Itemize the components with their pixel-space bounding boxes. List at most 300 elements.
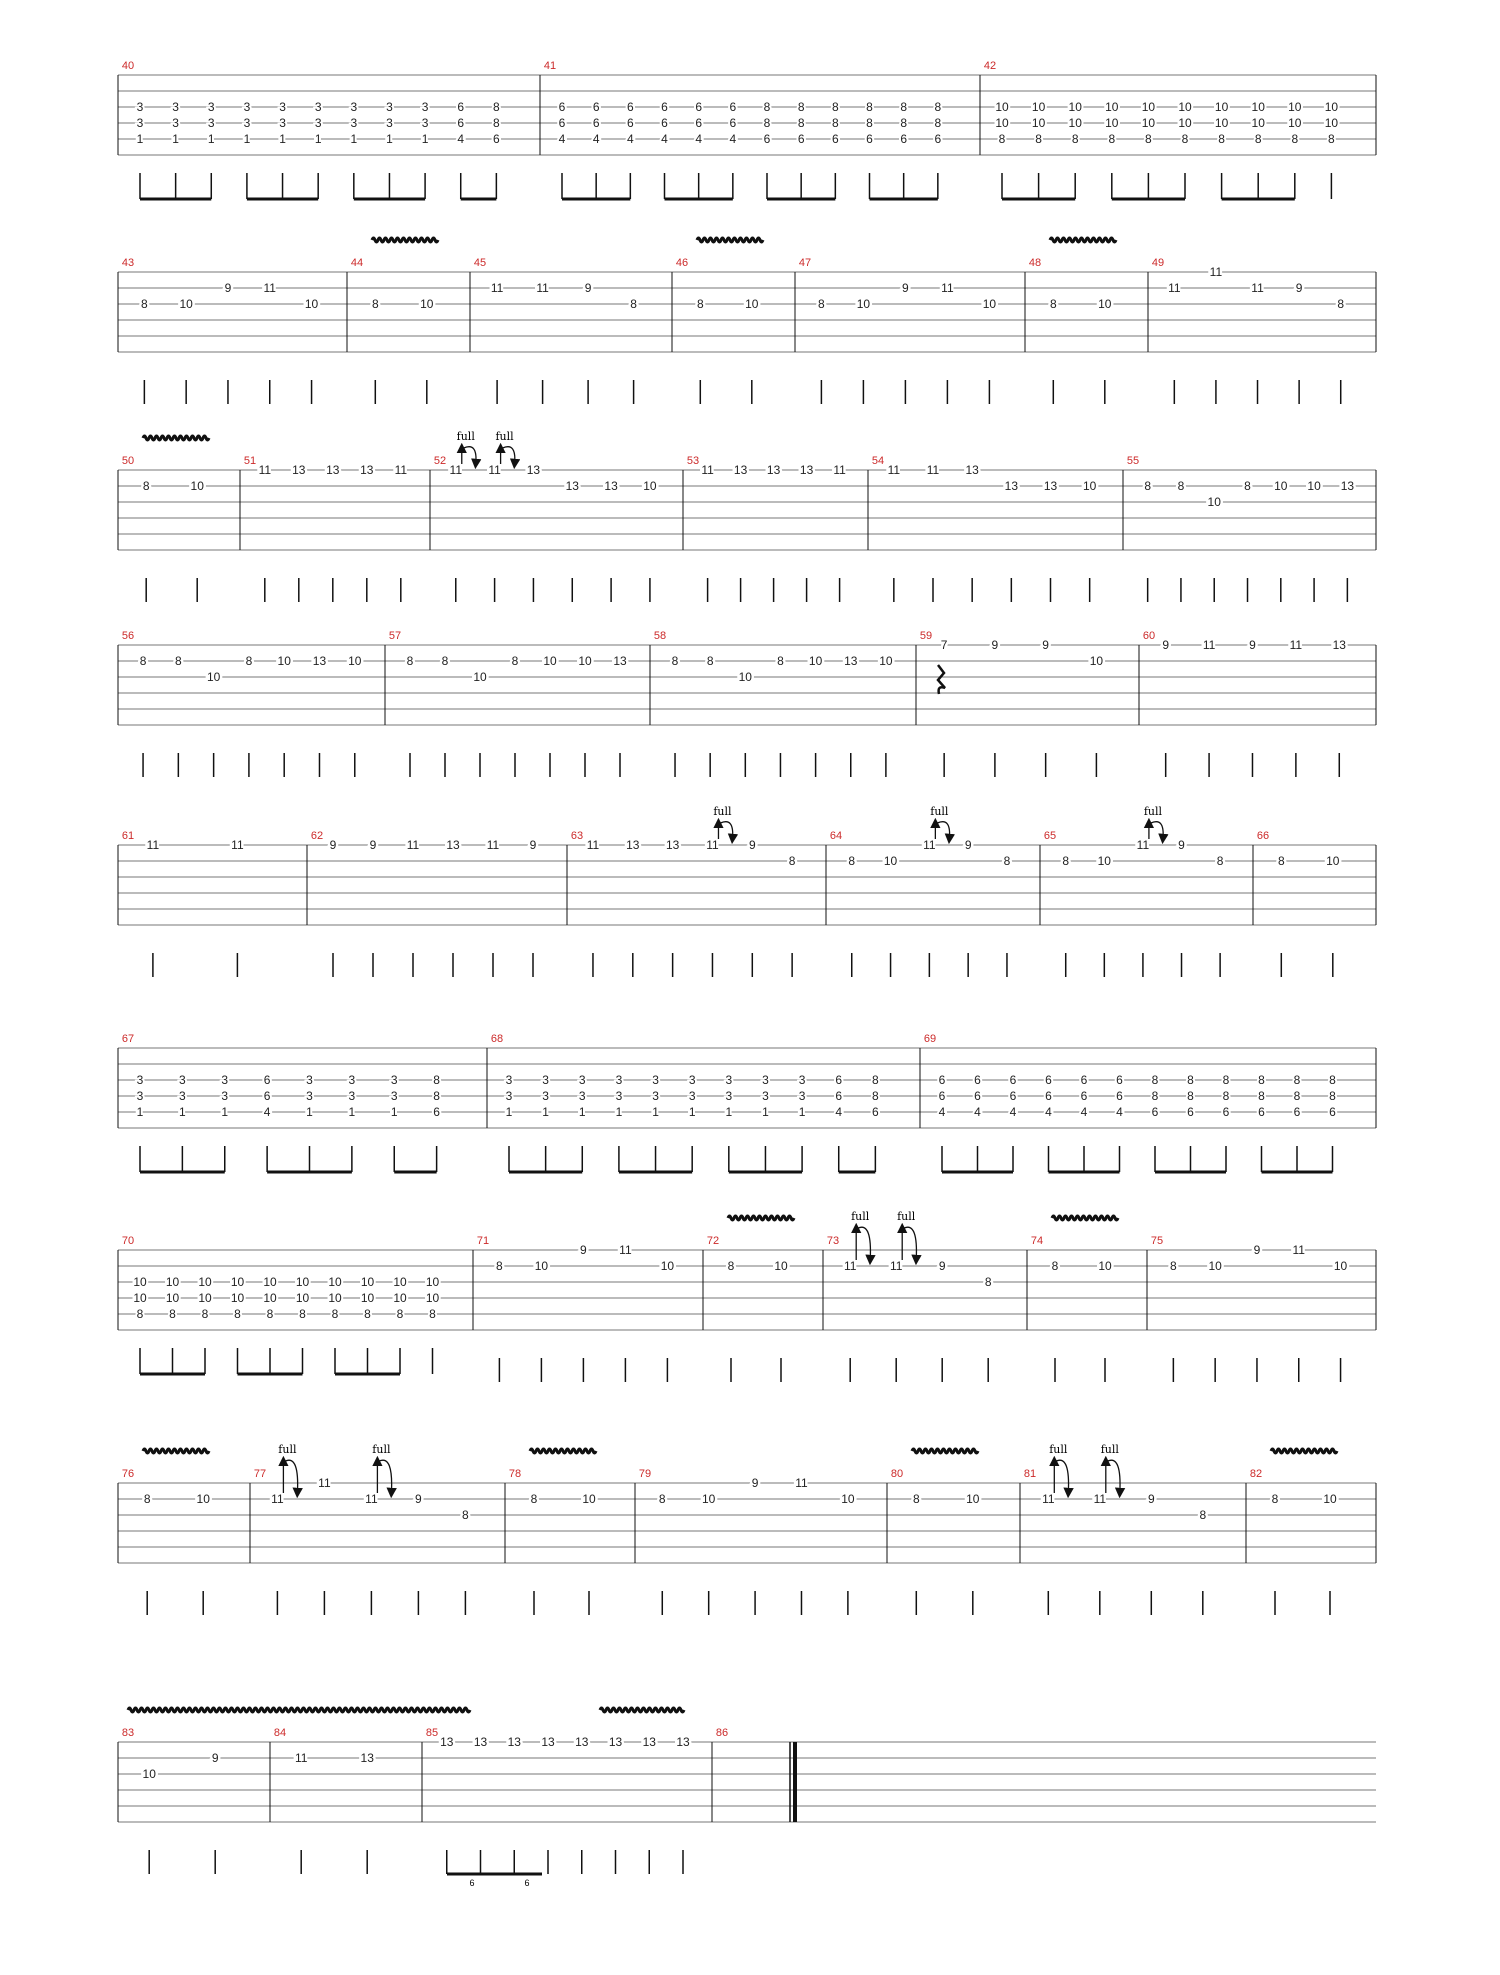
fret-number: 11 [490, 281, 504, 295]
fret-number: 11 [843, 1259, 857, 1273]
chord-fret-number: 8 [1291, 132, 1299, 146]
chord-fret-number: 6 [433, 1105, 440, 1119]
chord-fret-number: 6 [866, 132, 873, 146]
fret-number: 9 [751, 1476, 759, 1490]
chord-fret-number: 10 [328, 1275, 342, 1289]
chord-fret-number: 6 [1116, 1089, 1123, 1103]
chord-fret-number: 8 [831, 100, 839, 114]
measure-number: 74 [1030, 1235, 1044, 1247]
tab-system-9 [118, 1727, 1376, 1888]
fret-number: 9 [1162, 638, 1170, 652]
measure-number: 61 [121, 830, 135, 842]
fret-number: 11 [271, 1492, 284, 1506]
tab-system-4 [118, 630, 1376, 777]
vibrato-icon [912, 1449, 978, 1453]
fret-number: 10 [966, 1492, 980, 1506]
chord-fret-number: 4 [974, 1105, 981, 1119]
chord-fret-number: 3 [615, 1073, 623, 1087]
chord-fret-number: 6 [729, 100, 737, 114]
fret-number: 8 [671, 654, 679, 668]
measure-number: 47 [798, 257, 812, 269]
fret-number: 9 [964, 838, 972, 852]
fret-number: 9 [902, 281, 909, 295]
chord-fret-number: 8 [433, 1073, 440, 1087]
chord-fret-number: 3 [505, 1073, 513, 1087]
bend-label: full [1143, 805, 1163, 818]
measure-number: 63 [570, 830, 584, 842]
fret-number: 13 [604, 479, 618, 493]
chord-fret-number: 1 [421, 132, 429, 146]
chord-fret-number: 8 [266, 1307, 274, 1321]
fret-number: 9 [224, 281, 232, 295]
chord-fret-number: 10 [1178, 116, 1192, 130]
chord-fret-number: 3 [136, 1073, 144, 1087]
chord-fret-number: 3 [350, 116, 358, 130]
chord-fret-number: 10 [995, 100, 1009, 114]
chord-fret-number: 4 [729, 132, 737, 146]
fret-number: 11 [1042, 1492, 1055, 1506]
bend-label: full [930, 805, 949, 818]
measure-number: 71 [476, 1235, 490, 1247]
tab-system-5 [118, 830, 1376, 977]
fret-number: 10 [420, 297, 434, 311]
measure-63 [571, 830, 796, 977]
measure-56 [122, 630, 362, 777]
chord-fret-number: 6 [1116, 1073, 1123, 1087]
chord-fret-number: 6 [1222, 1105, 1230, 1119]
fret-number: 8 [630, 297, 637, 311]
chord-fret-number: 6 [263, 1073, 271, 1087]
measure-number: 49 [1151, 257, 1165, 269]
chord-fret-number: 8 [763, 116, 771, 130]
fret-number: 13 [1004, 479, 1019, 493]
fret-number: 9 [580, 1243, 587, 1257]
measure-45 [474, 257, 637, 404]
chord-fret-number: 3 [505, 1089, 513, 1103]
chord-fret-number: 1 [688, 1105, 696, 1119]
measure-number: 48 [1028, 257, 1042, 269]
chord-fret-number: 8 [1258, 1073, 1265, 1087]
fret-number: 13 [608, 1735, 623, 1749]
chord-fret-number: 8 [1218, 132, 1225, 146]
chord-fret-number: 3 [386, 100, 393, 114]
fret-number: 8 [441, 654, 449, 668]
fret-number: 9 [529, 838, 537, 852]
quarter-rest-icon [938, 665, 945, 694]
fret-number: 10 [1098, 1259, 1112, 1273]
chord-fret-number: 6 [558, 116, 566, 130]
chord-fret-number: 8 [998, 132, 1006, 146]
fret-number: 13 [799, 463, 814, 477]
chord-fret-number: 10 [1141, 116, 1156, 130]
measure-number: 51 [243, 455, 257, 467]
chord-fret-number: 8 [1328, 132, 1335, 146]
measure-number: 52 [433, 455, 447, 467]
chord-fret-number: 6 [872, 1105, 879, 1119]
measure-46 [676, 257, 759, 404]
chord-fret-number: 3 [542, 1089, 549, 1103]
fret-number: 11 [795, 1476, 808, 1490]
chord-fret-number: 10 [1288, 100, 1302, 114]
measure-number: 76 [121, 1468, 135, 1480]
chord-fret-number: 4 [592, 132, 600, 146]
vibrato-icon [530, 1449, 596, 1453]
bend-label: full [372, 1443, 391, 1456]
fret-number: 11 [923, 838, 936, 852]
fret-number: 11 [258, 463, 272, 477]
bend-arrow-icon [1144, 805, 1163, 839]
chord-fret-number: 6 [661, 100, 668, 114]
vibrato-icon [143, 1449, 209, 1453]
fret-number: 8 [1177, 479, 1185, 493]
tab-system-1 [118, 60, 1376, 199]
chord-fret-number: 3 [652, 1089, 659, 1103]
chord-fret-number: 8 [493, 100, 500, 114]
fret-number: 10 [1323, 1492, 1337, 1506]
fret-number: 10 [1098, 297, 1112, 311]
fret-number: 13 [844, 654, 858, 668]
tab-system-2 [118, 257, 1376, 404]
fret-number: 10 [348, 654, 362, 668]
chord-fret-number: 3 [390, 1089, 398, 1103]
chord-fret-number: 6 [1293, 1105, 1301, 1119]
measure-73 [827, 1235, 992, 1382]
tuplet-number: 6 [469, 1878, 475, 1888]
chord-fret-number: 3 [136, 100, 144, 114]
measure-81 [1024, 1468, 1207, 1615]
bend-arrow-icon [1101, 1443, 1120, 1493]
chord-fret-number: 10 [1288, 116, 1302, 130]
chord-fret-number: 4 [1080, 1105, 1088, 1119]
chord-fret-number: 8 [872, 1089, 879, 1103]
fret-number: 13 [676, 1735, 690, 1749]
fret-number: 11 [449, 463, 463, 477]
measure-number: 46 [675, 257, 689, 269]
measure-number: 82 [1249, 1468, 1263, 1480]
fret-number: 8 [727, 1259, 735, 1273]
chord-fret-number: 1 [136, 1105, 144, 1119]
measure-69 [924, 1033, 1336, 1172]
chord-fret-number: 8 [1329, 1089, 1336, 1103]
chord-fret-number: 8 [169, 1307, 176, 1321]
measure-number: 72 [706, 1235, 720, 1247]
chord-fret-number: 3 [243, 100, 251, 114]
chord-fret-number: 10 [165, 1275, 180, 1289]
chord-fret-number: 6 [1080, 1073, 1088, 1087]
chord-fret-number: 8 [797, 100, 805, 114]
measure-41 [544, 60, 942, 199]
chord-fret-number: 1 [279, 132, 286, 146]
fret-number: 11 [619, 1243, 632, 1257]
measure-42 [984, 60, 1339, 199]
chord-fret-number: 4 [1045, 1105, 1052, 1119]
chord-fret-number: 1 [390, 1105, 398, 1119]
measure-82 [1250, 1468, 1337, 1615]
chord-fret-number: 6 [835, 1089, 843, 1103]
fret-number: 13 [1332, 638, 1346, 652]
fret-number: 8 [1199, 1508, 1207, 1522]
chord-fret-number: 10 [1251, 116, 1265, 130]
fret-number: 10 [179, 297, 193, 311]
fret-number: 8 [174, 654, 182, 668]
measure-number: 57 [388, 630, 402, 642]
measure-number: 81 [1023, 1468, 1037, 1480]
fret-number: 10 [1082, 479, 1097, 493]
chord-fret-number: 8 [900, 100, 908, 114]
chord-fret-number: 10 [393, 1291, 407, 1305]
chord-fret-number: 1 [136, 132, 144, 146]
chord-fret-number: 1 [172, 132, 179, 146]
fret-number: 13 [526, 463, 541, 477]
fret-number: 13 [565, 479, 579, 493]
fret-number: 13 [665, 838, 680, 852]
bend-label: full [897, 1210, 916, 1223]
fret-number: 9 [1178, 838, 1185, 852]
fret-number: 10 [473, 670, 487, 684]
chord-fret-number: 3 [578, 1073, 586, 1087]
chord-fret-number: 1 [350, 132, 358, 146]
bend-label: full [713, 805, 732, 818]
chord-fret-number: 1 [652, 1105, 659, 1119]
fret-number: 13 [541, 1735, 555, 1749]
fret-number: 9 [584, 281, 592, 295]
fret-number: 7 [940, 638, 948, 652]
chord-fret-number: 3 [725, 1073, 733, 1087]
fret-number: 11 [365, 1492, 378, 1506]
fret-number: 11 [294, 1751, 308, 1765]
chord-fret-number: 6 [592, 116, 600, 130]
tab-system-3 [118, 455, 1376, 602]
measure-number: 58 [653, 630, 667, 642]
fret-number: 9 [1253, 1243, 1261, 1257]
fret-number: 10 [1089, 654, 1104, 668]
fret-number: 11 [318, 1476, 331, 1490]
chord-fret-number: 8 [872, 1073, 879, 1087]
fret-number: 11 [1292, 1243, 1305, 1257]
chord-fret-number: 6 [695, 116, 703, 130]
chord-fret-number: 8 [866, 100, 873, 114]
chord-fret-number: 6 [695, 100, 703, 114]
chord-fret-number: 3 [207, 116, 215, 130]
chord-fret-number: 6 [558, 100, 566, 114]
fret-number: 13 [575, 1735, 589, 1749]
fret-number: 11 [1168, 281, 1181, 295]
chord-fret-number: 8 [201, 1307, 209, 1321]
chord-fret-number: 10 [1251, 100, 1265, 114]
bend-arrow-icon [1049, 1443, 1068, 1493]
bend-label: full [851, 1210, 870, 1223]
measure-50 [122, 455, 204, 602]
fret-number: 11 [536, 281, 549, 295]
fret-number: 13 [613, 654, 627, 668]
measure-52 [434, 455, 657, 602]
chord-fret-number: 10 [425, 1275, 440, 1289]
chord-fret-number: 8 [364, 1307, 371, 1321]
measure-number: 60 [1142, 630, 1156, 642]
chord-fret-number: 6 [493, 132, 500, 146]
measure-80 [891, 1468, 980, 1615]
chord-fret-number: 1 [221, 1105, 229, 1119]
chord-fret-number: 3 [221, 1073, 229, 1087]
fret-number: 8 [1051, 1259, 1059, 1273]
bend-arrow-icon [851, 1210, 870, 1260]
fret-number: 10 [808, 654, 823, 668]
fret-number: 8 [818, 297, 825, 311]
chord-fret-number: 10 [295, 1275, 310, 1289]
chord-fret-number: 10 [263, 1275, 277, 1289]
fret-number: 10 [534, 1259, 549, 1273]
fret-number: 8 [706, 654, 714, 668]
chord-fret-number: 10 [995, 116, 1009, 130]
measure-number: 50 [121, 455, 135, 467]
vibrato-icon [1050, 238, 1116, 242]
bend-arrow-icon [897, 1210, 916, 1260]
chord-fret-number: 10 [1105, 100, 1119, 114]
chord-fret-number: 10 [360, 1291, 375, 1305]
fret-number: 8 [141, 297, 148, 311]
bend-label: full [1100, 1443, 1119, 1456]
chord-fret-number: 6 [1045, 1089, 1052, 1103]
chord-fret-number: 3 [179, 1073, 186, 1087]
tuplet-number: 6 [524, 1878, 530, 1888]
measure-number: 84 [273, 1727, 287, 1739]
final-barline-icon [790, 1742, 795, 1822]
measure-number: 69 [923, 1033, 937, 1045]
chord-fret-number: 8 [234, 1307, 241, 1321]
chord-fret-number: 3 [798, 1073, 806, 1087]
measure-number: 54 [871, 455, 885, 467]
chord-fret-number: 4 [695, 132, 703, 146]
fret-number: 10 [702, 1492, 716, 1506]
fret-number: 13 [292, 463, 306, 477]
fret-number: 8 [777, 654, 784, 668]
measure-60 [1143, 630, 1346, 777]
fret-number: 11 [146, 838, 160, 852]
measure-number: 43 [121, 257, 135, 269]
measure-number: 78 [508, 1468, 522, 1480]
fret-number: 13 [360, 1751, 374, 1765]
chord-fret-number: 1 [615, 1105, 623, 1119]
fret-number: 8 [788, 854, 796, 868]
fret-number: 10 [883, 854, 898, 868]
fret-number: 10 [1208, 1259, 1222, 1273]
fret-number: 8 [1062, 854, 1070, 868]
chord-fret-number: 10 [165, 1291, 180, 1305]
measure-44 [351, 257, 434, 404]
chord-fret-number: 6 [1187, 1105, 1194, 1119]
chord-fret-number: 3 [136, 116, 144, 130]
fret-number: 11 [1136, 838, 1150, 852]
chord-fret-number: 10 [1068, 116, 1082, 130]
chord-fret-number: 6 [938, 1089, 946, 1103]
chord-fret-number: 8 [1108, 132, 1116, 146]
fret-number: 10 [196, 1492, 210, 1506]
measure-number: 85 [425, 1727, 439, 1739]
fret-number: 11 [887, 463, 901, 477]
chord-fret-number: 3 [578, 1089, 586, 1103]
fret-number: 8 [1277, 854, 1285, 868]
chord-fret-number: 6 [661, 116, 668, 130]
fret-number: 11 [394, 463, 408, 477]
chord-fret-number: 3 [348, 1089, 356, 1103]
fret-number: 13 [626, 838, 640, 852]
chord-fret-number: 3 [136, 1089, 144, 1103]
measure-71 [477, 1235, 675, 1382]
fret-number: 10 [142, 1767, 156, 1781]
chord-fret-number: 1 [725, 1105, 733, 1119]
fret-number: 8 [406, 654, 414, 668]
fret-number: 13 [446, 838, 460, 852]
tab-system-6 [118, 1033, 1376, 1172]
fret-number: 10 [1207, 495, 1221, 509]
chord-fret-number: 3 [314, 100, 322, 114]
chord-fret-number: 8 [934, 116, 942, 130]
fret-number: 8 [1170, 1259, 1177, 1273]
fret-number: 10 [582, 1492, 596, 1506]
chord-fret-number: 1 [243, 132, 251, 146]
chord-fret-number: 8 [433, 1089, 440, 1103]
fret-number: 8 [984, 1275, 992, 1289]
measure-84 [274, 1727, 374, 1874]
chord-fret-number: 3 [279, 116, 286, 130]
measure-number: 42 [983, 60, 997, 72]
measure-67 [122, 1033, 440, 1172]
chord-fret-number: 8 [1187, 1089, 1194, 1103]
vibrato-icon [1052, 1216, 1118, 1220]
fret-number: 10 [206, 670, 221, 684]
measure-59 [920, 630, 1104, 777]
chord-fret-number: 6 [729, 116, 737, 130]
chord-fret-number: 8 [136, 1307, 144, 1321]
measure-number: 67 [121, 1033, 135, 1045]
chord-fret-number: 6 [900, 132, 908, 146]
chord-fret-number: 10 [425, 1291, 440, 1305]
measure-57 [389, 630, 627, 777]
chord-fret-number: 10 [1324, 100, 1339, 114]
measure-number: 65 [1043, 830, 1057, 842]
chord-fret-number: 3 [306, 1073, 313, 1087]
fret-number: 10 [543, 654, 557, 668]
chord-fret-number: 8 [1181, 132, 1189, 146]
measure-number: 41 [543, 60, 557, 72]
measure-54 [872, 455, 1097, 602]
bend-arrow-icon [930, 805, 949, 839]
chord-fret-number: 3 [725, 1089, 733, 1103]
chord-fret-number: 6 [938, 1073, 946, 1087]
chord-fret-number: 6 [763, 132, 771, 146]
fret-number: 13 [642, 1735, 656, 1749]
chord-fret-number: 8 [797, 116, 805, 130]
fret-number: 11 [406, 838, 420, 852]
chord-fret-number: 3 [172, 100, 179, 114]
bend-label: full [278, 1443, 297, 1456]
chord-fret-number: 10 [1068, 100, 1082, 114]
chord-fret-number: 6 [1258, 1105, 1265, 1119]
vibrato-icon [697, 238, 763, 242]
chord-fret-number: 10 [295, 1291, 310, 1305]
fret-number: 10 [277, 654, 291, 668]
fret-number: 8 [1049, 297, 1057, 311]
chord-fret-number: 10 [1324, 116, 1339, 130]
measure-number: 68 [490, 1033, 504, 1045]
measure-43 [122, 257, 319, 404]
measure-47 [799, 257, 997, 404]
chord-fret-number: 10 [198, 1275, 212, 1289]
fret-number: 11 [706, 838, 719, 852]
fret-number: 10 [841, 1492, 855, 1506]
chord-fret-number: 3 [798, 1089, 806, 1103]
measure-number: 73 [826, 1235, 840, 1247]
